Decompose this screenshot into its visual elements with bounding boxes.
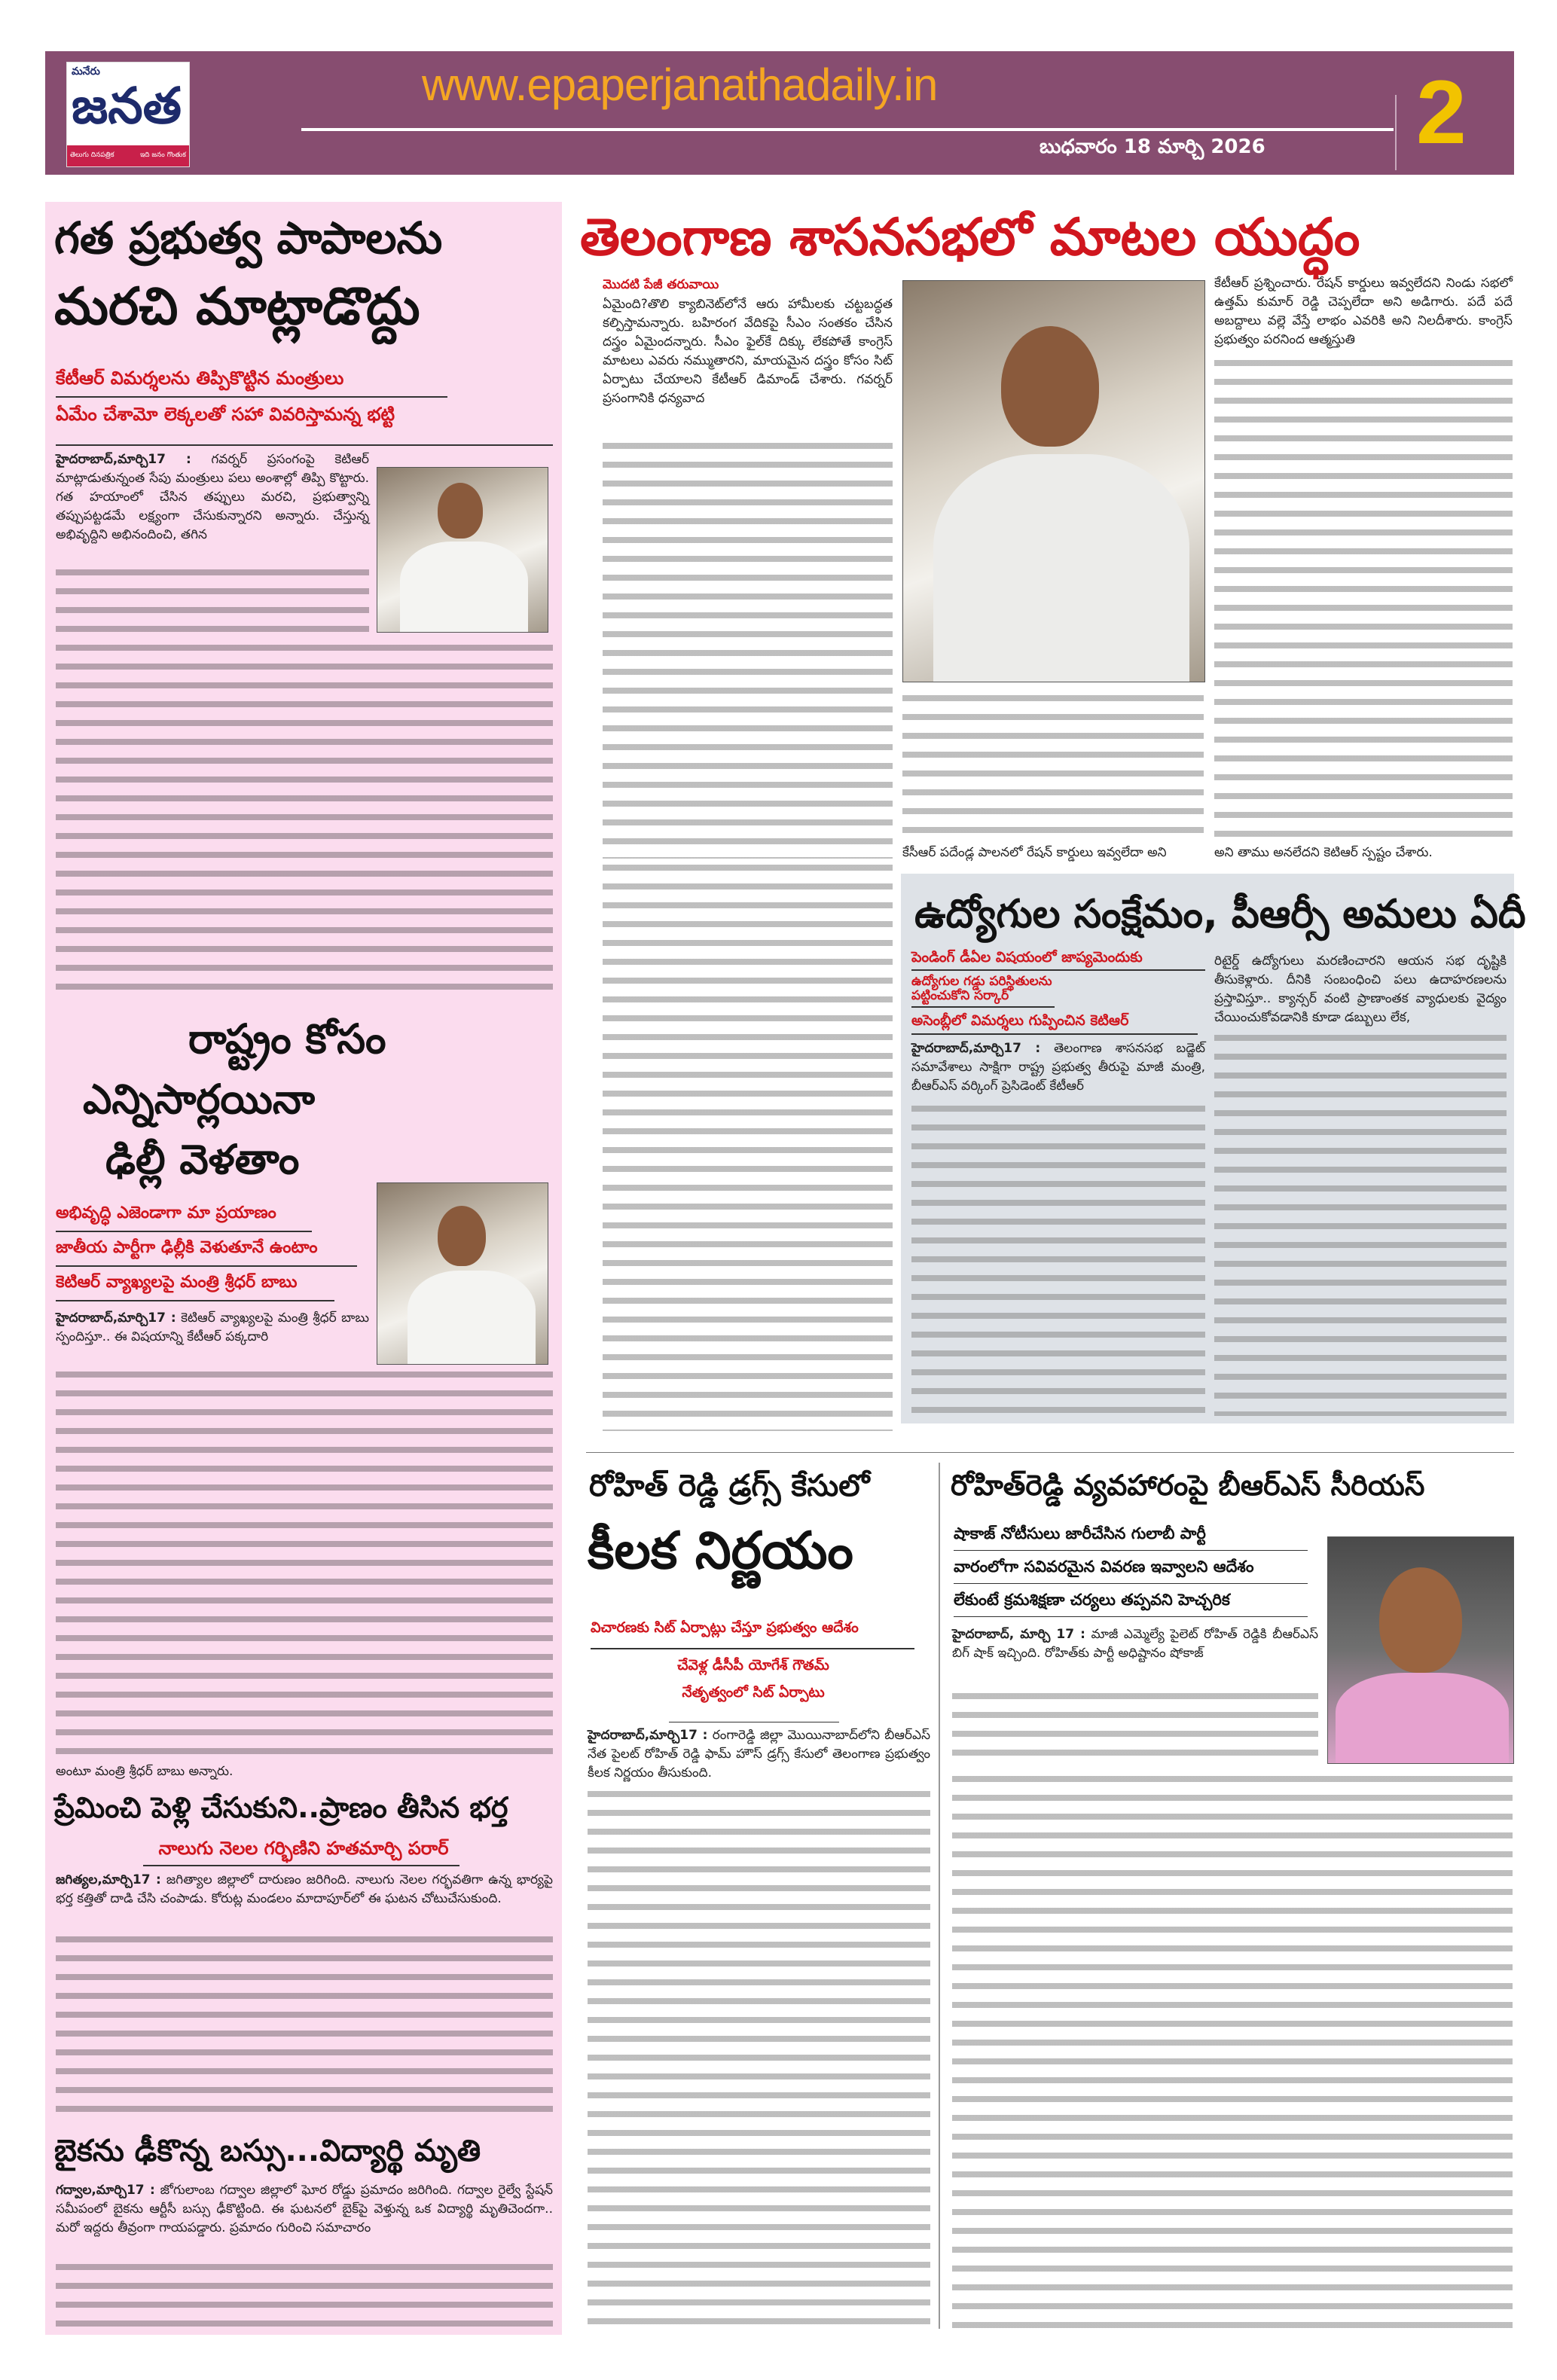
brs-headline: రోహిత్‌రెడ్డి వ్యవహారంపై బీఆర్ఎస్ సీరియస్ xyxy=(951,1469,1425,1502)
article4-body xyxy=(56,2181,553,2238)
text-continuation xyxy=(56,1930,553,2122)
article2-headline-line1: రాష్ట్రం కోసం xyxy=(188,1015,386,1063)
logo-text: జనత xyxy=(72,77,182,135)
text-continuation xyxy=(56,639,553,1000)
dateline: హైదరాబాద్,మార్చి17 : xyxy=(56,452,191,467)
employees-subhead: అసెంబ్లీలో విమర్శలు గుప్పించిన కెటిఆర్ xyxy=(911,1012,1129,1029)
article3-body xyxy=(56,1871,553,1909)
divider xyxy=(56,1231,312,1232)
text-continuation xyxy=(952,1687,1318,1766)
article1-headline-line2: మరచి మాట్లాడొద్దు xyxy=(54,277,420,337)
article2-subhead: జాతీయ పార్టీగా ఢిల్లీకి వెళుతూనే ఉంటాం xyxy=(56,1238,318,1257)
divider xyxy=(911,1006,1055,1008)
article-text: గవర్నర్ ప్రసంగంపై కెటిఆర్ మాట్లాడుతున్నంత సేపు మంత్రులు పలు అంశాల్లో తిప్పి కొట్టారు. గత హయాంలో చేసిన తప్పులు మరచి, ప్రభుత్వాన్ని తప్పుపట్టడమే లక్ష్యంగా చేసుకున్నారని అన్నారు. చేస్తున్న అభివృద్దిని అభినందించి, తగిన xyxy=(56,452,370,542)
header-divider xyxy=(301,128,1394,131)
logo-prefix: మనేరు xyxy=(72,66,100,78)
logo-tag-right: ఇది జనం గొంతుక xyxy=(139,151,186,159)
dateline: హైదరాబాద్,మార్చి17 : xyxy=(911,1041,1041,1056)
drugs-subhead: నేతృత్వంలో సిట్ ఏర్పాటు xyxy=(682,1684,825,1701)
article1-photo xyxy=(377,467,548,633)
text-continuation xyxy=(56,1365,553,1757)
article-text: కెటిఆర్ వ్యాఖ్యలపై మంత్రి శ్రీధర్ బాబు స్పందిస్తూ.. ఈ విషయాన్ని కేటీఆర్ పక్కదారి xyxy=(56,1311,370,1344)
main-body-line: కేసీఆర్ పదేండ్ల పాలనలో రేషన్ కార్డులు ఇవ్వలేదా అని xyxy=(902,845,1167,860)
divider xyxy=(143,1865,459,1866)
employees-story-box xyxy=(901,874,1526,1423)
text-continuation xyxy=(1214,354,1513,840)
article2-closing: అంటూ మంత్రి శ్రీధర్ బాబు అన్నారు. xyxy=(56,1764,234,1779)
article-text: తెలంగాణ శాసనసభ బడ్జెట్ సమావేశాలు సాక్షిగా రాష్ట్ర ప్రభుత్వ తీరుపై మాజీ మంత్రి, బీఆర్ఎస్ వర్కింగ్ ప్రెసిడెంట్ కేటీఆర్ xyxy=(911,1041,1205,1094)
article2-photo xyxy=(377,1182,548,1365)
article2-headline-line2: ఎన్నిసార్లయినా xyxy=(83,1076,315,1123)
article2-headline-line3: ఢిల్లీ వెళతాం xyxy=(105,1136,300,1183)
article-text: జోగులాంబ గద్వాల జిల్లాలో ఘోర రోడ్డు ప్రమాదం జరిగింది. గద్వాల రైల్వే స్టేషన్ సమీపంలో బైకను ఆర్టీసీ బస్సు ఢీకొట్టింది. ఈ ఘటనలో బైక్‌పై వెళ్తున్న ఒక విద్యార్థి మృతిచెందగా.. మరో ఇద్దరు తీవ్రంగా గాయపడ్డారు. ప్రమాదం గురించి సమాచారం xyxy=(56,2183,553,2235)
text-continuation xyxy=(603,437,893,859)
masthead xyxy=(45,51,1514,175)
divider xyxy=(911,969,1205,971)
divider xyxy=(56,1300,334,1301)
employees-body-right: రిటైర్డ్ ఉద్యోగులు మరణించారని ఆయన సభ దృష్టికి తీసుకెళ్లారు. దీనికి సంబంధించి పలు ఉదాహరణలను ప్రస్తావిస్తూ.. క్యాన్సర్ వంటి ప్రాణాంతక వ్యాధులకు వైద్యం చేయించుకోవడానికి కూడా డబ్బులు లేక, xyxy=(1214,954,1507,1025)
employees-headline: ఉద్యోగుల సంక్షేమం, పీఆర్సీ అమలు ఏదీ xyxy=(914,892,1526,937)
divider xyxy=(56,444,553,446)
text-continuation xyxy=(1214,1029,1507,1416)
newspaper-logo[interactable] xyxy=(66,62,190,167)
main-body-line: అని తాము అనలేదని కెటిఆర్ స్పష్టం చేశారు. xyxy=(1214,845,1433,860)
divider xyxy=(954,1550,1308,1551)
dateline: హైదరాబాద్, మార్చి 17 : xyxy=(952,1627,1085,1642)
dateline: హైదరాబాద్,మార్చి17 : xyxy=(56,1311,176,1326)
drugs-subhead: చేవెళ్ల డీసీపీ యోగేశ్ గౌతమ్ xyxy=(677,1657,829,1674)
article2-subhead: కెటిఆర్ వ్యాఖ్యలపై మంత్రి శ్రీధర్ బాబు xyxy=(56,1273,298,1292)
article-text: జగిత్యాల జిల్లాలో దారుణం జరిగింది. నాలుగు నెలల గర్భవతిగా ఉన్న భార్యపై భర్త కత్తితో దాడి చేసి చంపాడు. కోరుట్ల మండలం మాదాపూర్‌లో ఈ ఘటన చోటుచేసుకుంది. xyxy=(56,1872,554,1906)
column-divider xyxy=(939,1463,940,2329)
employees-body-left xyxy=(911,1039,1205,1096)
text-continuation xyxy=(56,2258,553,2330)
main-body-col3: కేటీఆర్ ప్రశ్నించారు. రేషన్ కార్డులు ఇవ్వలేదని నిండు సభలో ఉత్తమ్ కుమార్ రెడ్డి చెప్పలేదా అని అడిగారు. పదే పదే అబద్దాలు వల్లె వేస్తే లాభం ఎవరికి అని నిలదీశారు. కాంగ్రెస్ ప్రభుత్వం పరనింద ఆత్మస్తుతి xyxy=(1214,276,1513,347)
text-continuation xyxy=(952,1770,1513,2331)
article-text: మాజీ ఎమ్మెల్యే పైలెట్ రోహిత్ రెడ్డికి బీఆర్ఎస్ బిగ్ షాక్ ఇచ్చింది. రోహిత్‌కు పార్టీ అధిష్టానం షోకాజ్ xyxy=(952,1627,1318,1661)
brs-subhead: షాకాజ్ నోటీసులు జారీచేసిన గులాబీ పార్టీ xyxy=(954,1524,1206,1542)
brs-subhead: లేకుంటే క్రమశిక్షణా చర్యలు తప్పవని హెచ్చరిక xyxy=(954,1591,1230,1609)
divider xyxy=(591,1648,914,1649)
text-continuation xyxy=(911,1100,1205,1416)
article1-body xyxy=(56,450,369,545)
article4-headline: బైకను ఢీకొన్న బస్సు...విద్యార్థి మృతి xyxy=(54,2134,481,2168)
text-continuation xyxy=(603,859,893,1431)
article1-headline-line1: గత ప్రభుత్వ పాపాలను xyxy=(54,212,443,264)
text-continuation xyxy=(56,563,369,639)
article3-headline: ప్రేమించి పెళ్లి చేసుకుని..ప్రాణం తీసిన భర్త xyxy=(54,1791,508,1824)
brs-subhead: వారంలోగా సవివరమైన వివరణ ఇవ్వాలని ఆదేశం xyxy=(954,1558,1254,1576)
drugs-subhead: విచారణకు సిట్ ఏర్పాట్లు చేస్తూ ప్రభుత్వం ఆదేశం xyxy=(591,1619,859,1636)
divider xyxy=(56,396,447,398)
employees-subhead: ఉద్యోగుల గడ్డు పరిస్థితులను పట్టించుకోని సర్కార్ xyxy=(911,974,1052,1003)
divider xyxy=(954,1583,1308,1584)
text-continuation xyxy=(902,689,1204,840)
text-continuation xyxy=(588,1785,930,2331)
employees-subhead: పెండింగ్ డీఏల విషయంలో జాప్యమెందుకు xyxy=(911,949,1143,966)
brs-body xyxy=(952,1625,1318,1663)
article1-subhead: కేటీఆర్ విమర్శలను తిప్పికొట్టిన మంత్రులు xyxy=(56,368,344,389)
header-vertical-divider xyxy=(1395,95,1397,170)
divider xyxy=(56,1265,357,1267)
dateline: గద్వాల,మార్చి17 : xyxy=(56,2183,155,2198)
logo-tag-left: తెలుగు దినపత్రిక xyxy=(70,151,114,159)
drugs-headline-line1: రోహిత్ రెడ్డి డ్రగ్స్ కేసులో xyxy=(589,1469,870,1503)
drugs-headline-line2: కీలక నిర్ణయం xyxy=(588,1521,853,1581)
page-number: 2 xyxy=(1416,62,1467,163)
divider xyxy=(911,1033,1198,1035)
article2-subhead: అభివృద్ధి ఎజెండాగా మా ప్రయాణం xyxy=(56,1204,276,1222)
main-headline: తెలంగాణ శాసనసభలో మాటల యుద్ధం xyxy=(580,208,1360,267)
ktr-photo xyxy=(902,280,1205,682)
article3-subhead: నాలుగు నెలల గర్భిణిని హతమార్చి పరార్ xyxy=(158,1838,449,1859)
dateline: జగిత్యల,మార్చి17 : xyxy=(56,1872,161,1887)
divider xyxy=(586,1452,1514,1453)
logo-tagline-strip xyxy=(67,145,189,166)
divider xyxy=(954,1616,1308,1617)
site-url[interactable]: www.epaperjanathadaily.in xyxy=(422,60,938,110)
main-body-col1: ఏమైంది?తొలి క్యాబినెట్‌లోనే ఆరు హామీలకు చట్టబద్ధత కల్పిస్తామన్నారు. బహిరంగ వేదికపై సీఎం సంతకం చేసిన దస్త్రం ఏమైందన్నారు. సీఎం ఫైల్‌కే దిక్కు లేకపోతే కాంగ్రెస్ మాటలు ఎవరు నమ్ముతారని, మాయమైన దస్త్రం కోసం సిట్ ఏర్పాటు చేయాలని కేటీఆర్ డిమాండ్ చేశారు. గవర్నర్ ప్రసంగానికి ధన్యవాద xyxy=(603,297,893,406)
article-text: రంగారెడ్డి జిల్లా మొయినాబాద్‌లోని బీఆర్ఎస్ నేత పైలట్ రోహిత్ రెడ్డి ఫామ్ హౌస్ డ్రగ్స్ కేసులో తెలంగాణ ప్రభుత్వం కీలక నిర్ణయం తీసుకుంది. xyxy=(588,1728,931,1780)
left-column xyxy=(45,202,562,2335)
drugs-body xyxy=(588,1726,930,1783)
rohit-reddy-photo xyxy=(1327,1536,1514,1764)
dateline: హైదరాబాద్,మార్చి17 : xyxy=(588,1728,708,1743)
article1-subhead: ఏమేం చేశామో లెక్కలతో సహా వివరిస్తామన్న భట్టి xyxy=(56,404,395,425)
continued-label[interactable]: మొదటి పేజీ తరువాయి xyxy=(603,277,719,292)
issue-date: బుధవారం 18 మార్చి 2026 xyxy=(1040,136,1265,158)
article2-body xyxy=(56,1309,369,1347)
